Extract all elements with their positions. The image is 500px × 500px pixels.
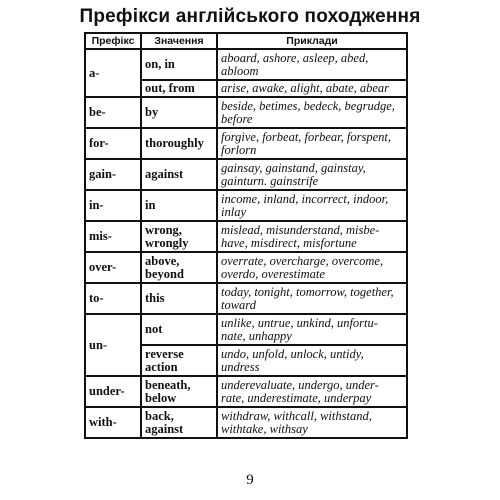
examples-cell: aboard, ashore, asleep, abed, abloom — [217, 49, 407, 80]
meaning-cell: on, in — [141, 49, 217, 80]
table-row — [85, 159, 407, 190]
examples-cell: unlike, untrue, unkind, unfortu- nate, unhappy — [217, 314, 407, 345]
examples-cell: mislead, misunderstand, misbe- have, misdirect, misfortune — [217, 221, 407, 252]
prefix-cell: gain- — [85, 159, 141, 190]
meaning-cell: this — [141, 283, 217, 314]
examples-cell: arise, awake, alight, abate, abear — [217, 80, 407, 97]
examples-cell: withdraw, withcall, withstand, withtake, withsay — [217, 407, 407, 438]
table-row — [85, 128, 407, 159]
page-title: Префікси англійського походження — [79, 6, 421, 27]
prefix-cell: mis- — [85, 221, 141, 252]
meaning-cell: in — [141, 190, 217, 221]
header-meaning: Значення — [141, 33, 217, 49]
meaning-cell: reverse action — [141, 345, 217, 376]
prefix-cell: for- — [85, 128, 141, 159]
table-row — [85, 314, 407, 345]
prefix-cell: a- — [85, 49, 141, 97]
meaning-cell: not — [141, 314, 217, 345]
prefix-table — [84, 32, 408, 439]
meaning-cell: out, from — [141, 80, 217, 97]
meaning-cell: against — [141, 159, 217, 190]
meaning-cell: wrong, wrongly — [141, 221, 217, 252]
examples-cell: forgive, forbeat, forbear, forspent, forlorn — [217, 128, 407, 159]
header-prefix: Префікс — [85, 33, 141, 49]
prefix-cell: under- — [85, 376, 141, 407]
table-row — [85, 97, 407, 128]
header-examples: Приклади — [217, 33, 407, 49]
prefix-cell: to- — [85, 283, 141, 314]
table-row — [85, 283, 407, 314]
table-row — [85, 190, 407, 221]
prefix-cell: with- — [85, 407, 141, 438]
prefix-cell: be- — [85, 97, 141, 128]
table-row — [85, 407, 407, 438]
examples-cell: gainsay, gainstand, gainstay, gainturn. gainstrife — [217, 159, 407, 190]
examples-cell: underevaluate, undergo, under- rate, underestimate, underpay — [217, 376, 407, 407]
table-header-row — [85, 33, 407, 49]
examples-cell: income, inland, incorrect, indoor, inlay — [217, 190, 407, 221]
table-row — [85, 252, 407, 283]
page-number: 9 — [246, 472, 254, 488]
prefix-cell: un- — [85, 314, 141, 376]
examples-cell: overrate, overcharge, overcome, overdo, overestimate — [217, 252, 407, 283]
meaning-cell: beneath, below — [141, 376, 217, 407]
prefix-cell: in- — [85, 190, 141, 221]
meaning-cell: back, against — [141, 407, 217, 438]
examples-cell: beside, betimes, bedeck, begrudge, before — [217, 97, 407, 128]
table-row — [85, 376, 407, 407]
meaning-cell: thoroughly — [141, 128, 217, 159]
table-row — [85, 221, 407, 252]
examples-cell: undo, unfold, unlock, untidy, undress — [217, 345, 407, 376]
prefix-cell: over- — [85, 252, 141, 283]
table-row — [85, 49, 407, 80]
meaning-cell: by — [141, 97, 217, 128]
examples-cell: today, tonight, tomorrow, together, toward — [217, 283, 407, 314]
meaning-cell: above, beyond — [141, 252, 217, 283]
